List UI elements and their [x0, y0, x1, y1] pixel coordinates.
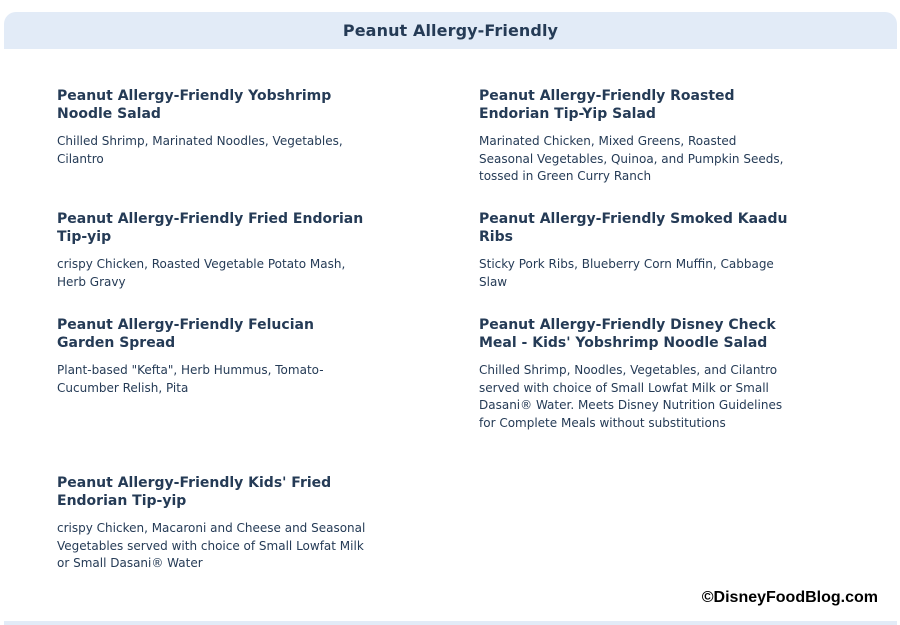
menu-item-roasted-tip-yip-salad — [479, 88, 789, 186]
menu-item-felucian-garden-spread — [57, 317, 367, 397]
menu-item-name: Peanut Allergy-Friendly Fried Endorian Tip-yip — [57, 211, 364, 245]
watermark: ©DisneyFoodBlog.com — [701, 589, 878, 606]
menu-item-description: Chilled Shrimp, Marinated Noodles, Vegetables, Cilantro — [57, 134, 343, 166]
menu-item-description: Chilled Shrimp, Noodles, Vegetables, and Cilantro served with choice of Small Lowfat Milk or Small Dasani® Water. Meets Disney Nutrition Guidelines for Complete Meals without substitutions — [479, 363, 783, 430]
menu-item-name: Peanut Allergy-Friendly Roasted Endorian Tip-Yip Salad — [479, 88, 735, 122]
menu-item-name: Peanut Allergy-Friendly Disney Check Meal - Kids' Yobshrimp Noodle Salad — [479, 317, 776, 351]
menu-item-smoked-kaadu-ribs — [479, 211, 789, 291]
menu-item-description: Marinated Chicken, Mixed Greens, Roasted Seasonal Vegetables, Quinoa, and Pumpkin Seeds, tossed in Green Curry Ranch — [479, 134, 784, 183]
footer-divider — [4, 621, 897, 625]
menu-item-description: crispy Chicken, Roasted Vegetable Potato Mash, Herb Gravy — [57, 257, 346, 289]
menu-item-name: Peanut Allergy-Friendly Yobshrimp Noodle Salad — [57, 88, 332, 122]
section-title: Peanut Allergy-Friendly — [342, 21, 559, 40]
menu-item-yobshrimp-noodle-salad — [57, 88, 367, 168]
menu-item-name: Peanut Allergy-Friendly Smoked Kaadu Ribs — [479, 211, 788, 245]
menu-item-kids-fried-tip-yip — [57, 475, 367, 573]
menu-item-fried-tip-yip — [57, 211, 367, 291]
menu-item-description: Plant-based "Kefta", Herb Hummus, Tomato-Cucumber Relish, Pita — [57, 363, 324, 395]
menu-item-description: Sticky Pork Ribs, Blueberry Corn Muffin, Cabbage Slaw — [479, 257, 774, 289]
menu-item-description: crispy Chicken, Macaroni and Cheese and Seasonal Vegetables served with choice of Small Lowfat Milk or Small Dasani® Water — [57, 521, 366, 570]
section-header — [4, 12, 897, 49]
menu-item-kids-yobshrimp-check-meal — [479, 317, 789, 432]
menu-item-name: Peanut Allergy-Friendly Felucian Garden Spread — [57, 317, 314, 351]
menu-item-name: Peanut Allergy-Friendly Kids' Fried Endorian Tip-yip — [57, 475, 332, 509]
